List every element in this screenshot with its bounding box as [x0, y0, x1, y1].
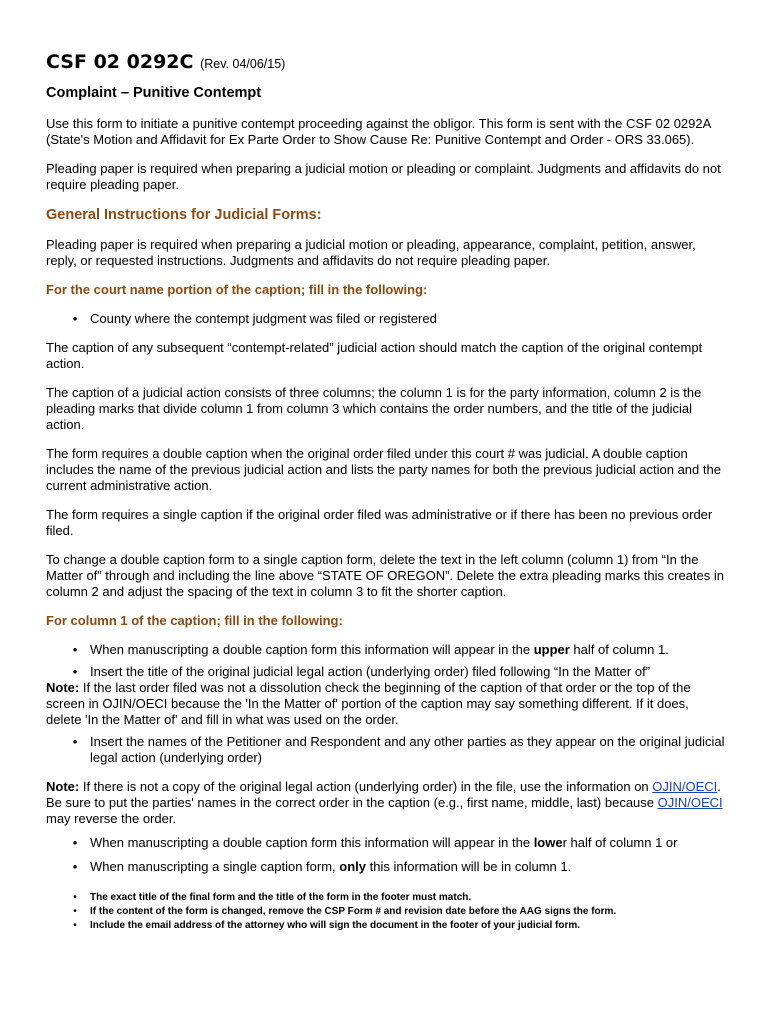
column1-heading: For column 1 of the caption; fill in the following:: [46, 613, 343, 628]
bullet-emphasis: only: [339, 859, 367, 874]
footer-note-text: If the content of the form is changed, remove the CSP Form # and revision date before the AAG signs the form.: [90, 906, 617, 917]
bullet-emphasis: upper: [533, 642, 570, 657]
bullet-text: Insert the title of the original judicial legal action (underlying order) filed following “In the Matter of”: [90, 664, 651, 679]
bullet-icon: •: [73, 892, 77, 903]
note-label: Note:: [46, 779, 80, 794]
bullet-text: County where the contempt judgment was filed or registered: [90, 311, 437, 326]
footer-note-item: [46, 919, 726, 933]
court-name-heading: For the court name portion of the caption; fill in the following:: [46, 282, 428, 297]
bullet-item: [46, 664, 726, 680]
bullet-text: this information will be in column 1.: [366, 859, 572, 874]
caption-paragraph-1: The caption of any subsequent “contempt-related” judicial action should match the caption of the original contempt action.: [46, 340, 703, 371]
note-paragraph-1: [46, 680, 726, 728]
note-paragraph-2: [46, 779, 726, 827]
bullet-icon: •: [72, 311, 78, 326]
intro-paragraph-2: Pleading paper is required when preparing a judicial motion or pleading or complaint. Judgments and affidavits do not require pleading paper.: [46, 161, 721, 192]
bullet-icon: •: [72, 835, 78, 850]
bullet-item: [46, 642, 726, 658]
caption-paragraph-2: The caption of a judicial action consists of three columns; the column 1 is for the party information, column 2 is the pleading marks that divide column 1 from column 3 which contains the order numbers, and the title of the judicial action.: [46, 385, 702, 432]
note-text: If the last order filed was not a dissolution check the beginning of the caption of that order or the top of the screen in OJIN/OECI because the 'In the Matter of' portion of the caption may say something different. If it does, delete 'In the Matter of' and fill in what was used on the order.: [46, 680, 691, 727]
bullet-icon: •: [72, 664, 78, 679]
bullet-text: r half of column 1 or: [562, 835, 678, 850]
bullet-icon: •: [72, 734, 78, 749]
footer-note-text: The exact title of the final form and the title of the form in the footer must match.: [90, 892, 472, 903]
revision-date: (Rev. 04/06/15): [200, 57, 286, 71]
bullet-item: [46, 734, 726, 766]
form-id: CSF 02 0292C: [46, 51, 194, 73]
bullet-item: [46, 311, 726, 327]
bullet-icon: •: [73, 920, 77, 931]
bullet-item: [46, 835, 726, 851]
footer-note-item: [46, 891, 726, 905]
ojin-oeci-link[interactable]: OJIN/OECI: [652, 779, 718, 794]
document-title: [46, 50, 726, 76]
footer-note-text: Include the email address of the attorney who will sign the document in the footer of your judicial form.: [90, 920, 581, 931]
footer-note-item: [46, 905, 726, 919]
note-text: . Be sure to put the parties' names in the correct order in the caption (e.g., first name, middle, last) because: [46, 779, 721, 810]
caption-paragraph-4: The form requires a single caption if the original order filed was administrative or if there has been no previous order filed.: [46, 507, 713, 538]
general-paragraph: Pleading paper is required when preparing a judicial motion or pleading, appearance, complaint, petition, answer, reply, or requested instructions. Judgments and affidavits do not require pleading paper.: [46, 237, 696, 268]
bullet-item: [46, 859, 726, 875]
caption-paragraph-5: To change a double caption form to a single caption form, delete the text in the left column (column 1) from “In the Matter of” through and including the line above “STATE OF OREGON”. Delete the extra pleading marks this creates in column 2 and adjust the spacing of the text in column 3 to fit the shorter caption.: [46, 552, 724, 599]
note-text: If there is not a copy of the original legal action (underlying order) in the file, use the information on: [79, 779, 653, 794]
document-subtitle: Complaint – Punitive Contempt: [46, 85, 262, 101]
caption-paragraph-3: The form requires a double caption when the original order filed under this court # was judicial. A double caption includes the name of the previous judicial action and lists the party names for both the previous judicial action and the current administrative action.: [46, 446, 721, 493]
document-page: [46, 50, 726, 933]
bullet-icon: •: [72, 859, 78, 874]
bullet-text: When manuscripting a single caption form,: [90, 859, 340, 874]
general-instructions-heading: General Instructions for Judicial Forms:: [46, 207, 322, 223]
ojin-oeci-link[interactable]: OJIN/OECI: [657, 795, 723, 810]
note-text: may reverse the order.: [46, 811, 177, 826]
bullet-icon: •: [73, 906, 77, 917]
bullet-text: Insert the names of the Petitioner and Respondent and any other parties as they appear on the original judicial legal action (underlying order): [90, 734, 725, 765]
bullet-icon: •: [72, 642, 78, 657]
bullet-text: half of column 1.: [569, 642, 669, 657]
bullet-text: When manuscripting a double caption form this information will appear in the: [90, 835, 534, 850]
note-label: Note:: [46, 680, 80, 695]
bullet-emphasis: lowe: [533, 835, 563, 850]
intro-paragraph-1: Use this form to initiate a punitive contempt proceeding against the obligor. This form is sent with the CSF 02 0292A (State's Motion and Affidavit for Ex Parte Order to Show Cause Re: Punitive Contempt and Order - ORS 33.065).: [46, 116, 711, 147]
bullet-text: When manuscripting a double caption form this information will appear in the: [90, 642, 534, 657]
